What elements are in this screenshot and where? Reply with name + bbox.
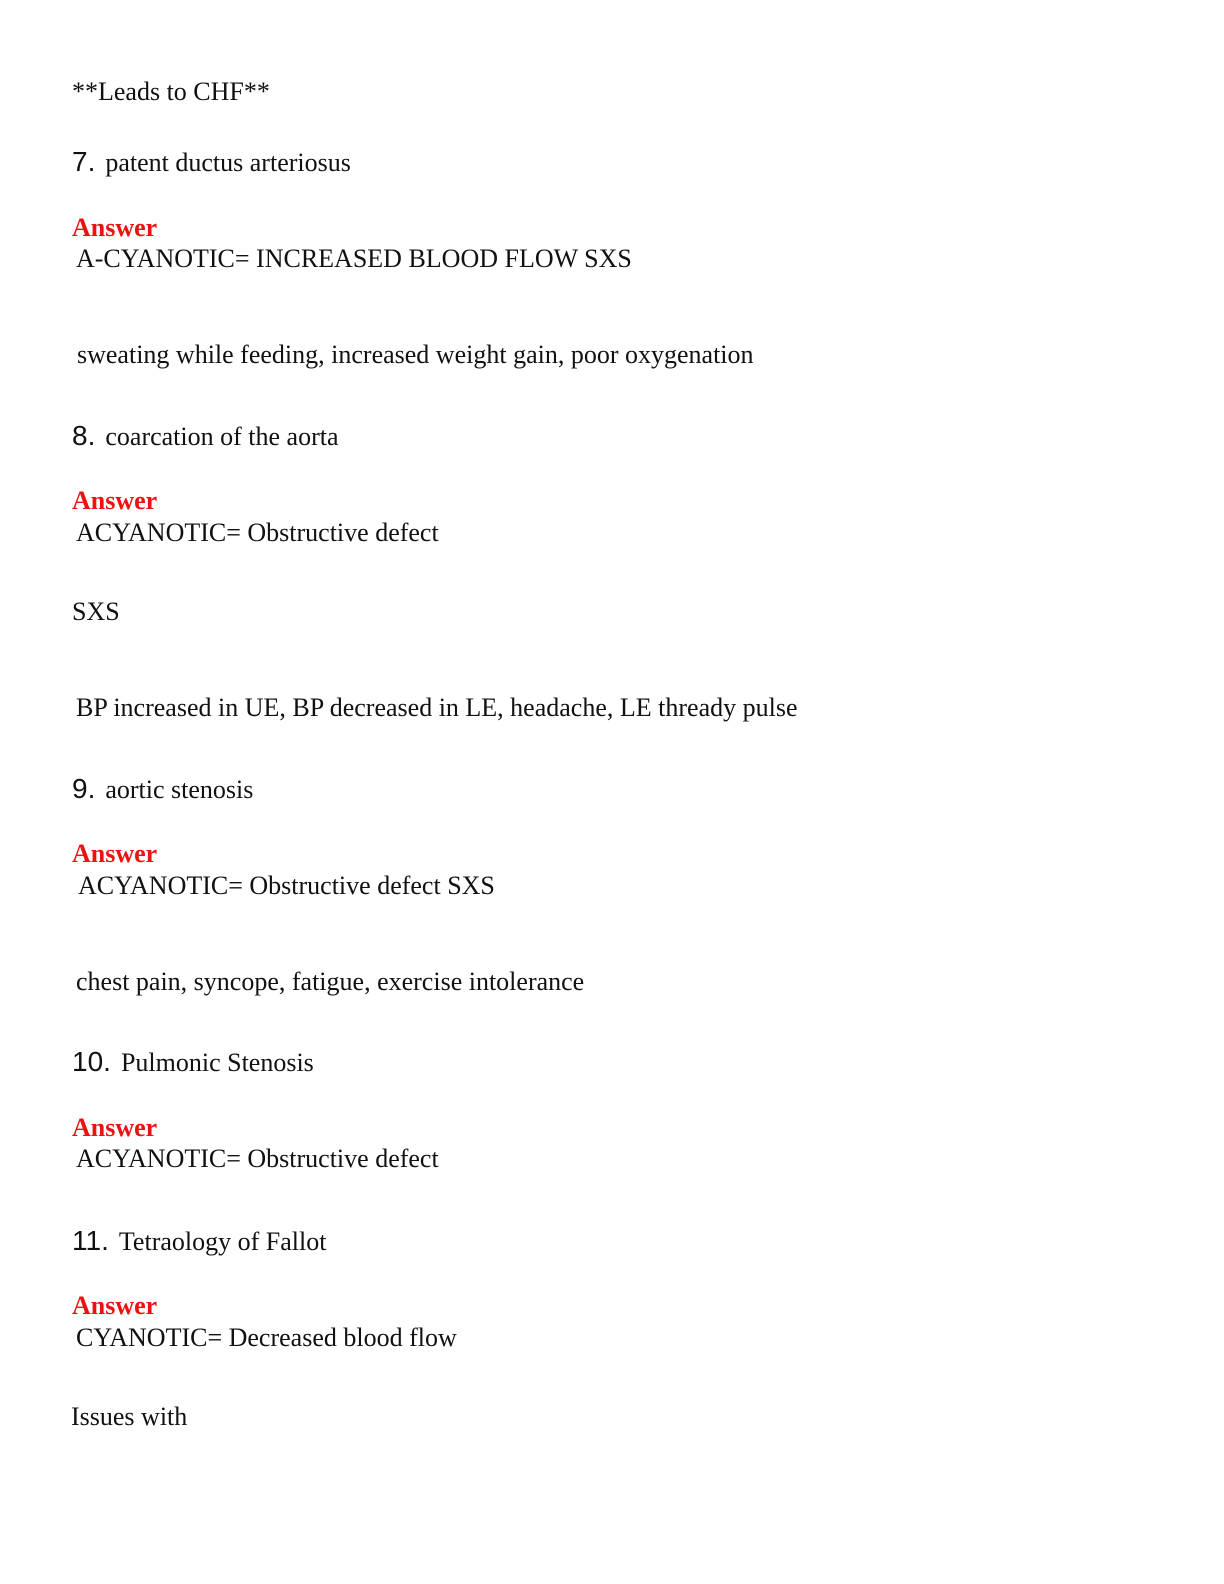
question-8	[72, 422, 339, 450]
question-10	[72, 1048, 314, 1076]
answer-line: Issues with	[71, 1402, 188, 1431]
answer-label: Answer	[72, 486, 158, 515]
question-9	[72, 775, 253, 803]
intro-note: **Leads to CHF**	[72, 77, 270, 106]
answer-label: Answer	[72, 1291, 158, 1320]
answer-line: ACYANOTIC= Obstructive defect SXS	[78, 871, 495, 900]
question-text: coarcation of the aorta	[105, 422, 339, 451]
answer-label: Answer	[72, 839, 158, 868]
question-text: Pulmonic Stenosis	[120, 1048, 314, 1077]
question-text: patent ductus arteriosus	[105, 148, 351, 177]
answer-line: BP increased in UE, BP decreased in LE, headache, LE thready pulse	[76, 693, 798, 722]
question-number: 8.	[72, 420, 96, 451]
answer-line: SXS	[72, 597, 120, 626]
answer-line: sweating while feeding, increased weight gain, poor oxygenation	[77, 340, 754, 369]
answer-line: ACYANOTIC= Obstructive defect	[76, 518, 439, 547]
question-number: 7.	[72, 146, 96, 177]
question-number: 11.	[72, 1225, 109, 1256]
question-11	[72, 1227, 326, 1255]
question-number: 10.	[72, 1046, 111, 1077]
answer-line: CYANOTIC= Decreased blood flow	[76, 1323, 457, 1352]
question-number: 9.	[72, 773, 96, 804]
answer-label: Answer	[72, 1113, 158, 1142]
answer-line: A-CYANOTIC= INCREASED BLOOD FLOW SXS	[76, 244, 632, 273]
question-text: Tetraology of Fallot	[118, 1227, 327, 1256]
answer-line: chest pain, syncope, fatigue, exercise intolerance	[76, 967, 585, 996]
answer-line: ACYANOTIC= Obstructive defect	[76, 1144, 439, 1173]
question-text: aortic stenosis	[105, 775, 254, 804]
question-7	[72, 148, 351, 176]
answer-label: Answer	[72, 213, 158, 242]
